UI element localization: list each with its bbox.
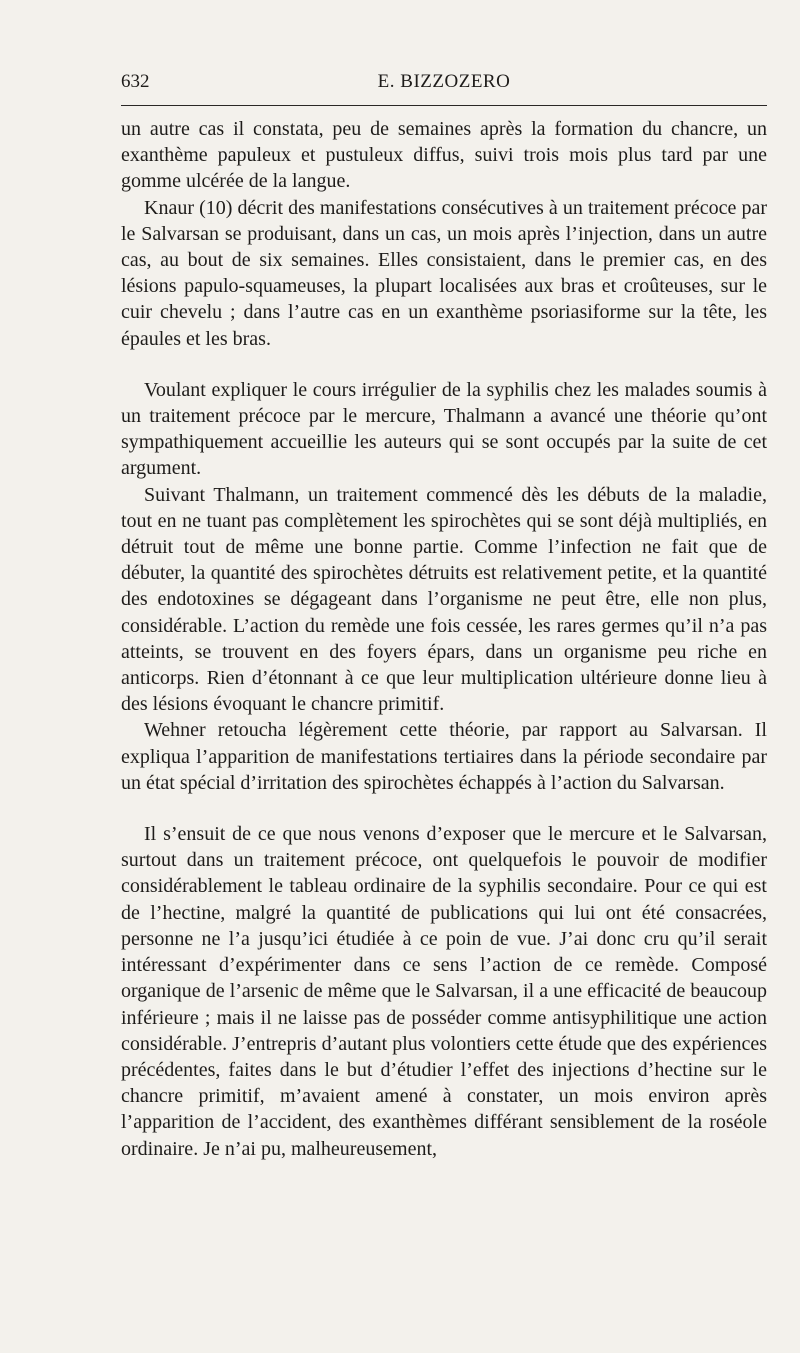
paragraph-knaur: Knaur (10) décrit des manifestations consécutives à un traitement précoce par le Salvarsan se produisant, dans un cas, un mois après l’injection, dans un autre cas, au bout de six semaines. Elles consistaient, dans le premier cas, en des lésions papulo-squameuses, la plupart localisées aux bras et croûteuses, sur le cuir chevelu ; dans l’autre cas en un exanthème psoriasiforme sur la tête, les épaules et les bras. <box>121 196 767 350</box>
running-header <box>121 70 767 94</box>
page-number: 632 <box>121 71 150 92</box>
body-text <box>121 116 767 1162</box>
paragraph-wehner: Wehner retoucha légèrement cette théorie, par rapport au Salvarsan. Il expliqua l’apparition de manifestations tertiaires dans la période secondaire par un état spécial d’irritation des spirochètes échappés à l’action du Salvarsan. <box>121 719 767 794</box>
paragraph-continuation: un autre cas il constata, peu de semaines après la formation du chancre, un exanthème papuleux et pustuleux diffus, suivi trois mois plus tard par une gomme ulcérée de la langue. <box>121 118 767 193</box>
paragraph-hectine: Il s’ensuit de ce que nous venons d’exposer que le mercure et le Salvarsan, surtout dans un traitement précoce, ont quelquefois le pouvoir de modifier considérablement le tableau ordinaire de la syphilis secondaire. Pour ce qui est de l’hectine, malgré la quantité de publications qui lui ont été consacrées, personne ne l’a jusqu’ici étudiée à ce poin de vue. J’ai donc cru qu’il serait intéressant d’expérimenter dans ce sens l’action de ce remède. Composé organique de l’arsenic de même que le Salvarsan, il a une efficacité de beaucoup inférieure ; mais il ne laisse pas de posséder comme antisyphilitique une action considérable. J’entrepris d’autant plus volontiers cette étude que des expériences précédentes, faites dans le but d’étudier l’effet des injections d’hectine sur le chancre primitif, m’avaient amené à constater, un mois environ après l’apparition de l’accident, des exanthèmes différant sensiblement de la roséole ordinaire. Je n’ai pu, malheureusement, <box>121 823 767 1160</box>
paragraph-thalmann-theory: Suivant Thalmann, un traitement commencé dès les débuts de la maladie, tout en ne tuant pas complètement les spirochètes qui se sont déjà multipliés, en détruit tout de même une bonne partie. Comme l’infection ne fait que de débuter, la quantité des spirochètes détruits est relativement petite, et la quantité des endotoxines se dégageant dans l’organisme ne peut être, elle non plus, considérable. L’action du remède une fois cessée, les rares germes qu’il n’a pas atteints, se trouvent en des foyers épars, dans un organisme peu riche en anticorps. Rien d’étonnant à ce que leur multiplication ultérieure donne lieu à des lésions évoquant le chancre primitif. <box>121 483 767 716</box>
paragraph-thalmann-intro: Voulant expliquer le cours irrégulier de la syphilis chez les malades soumis à un traitement précoce par le mercure, Thalmann a avancé une théorie qu’ont sympathiquement accueillie les auteurs qui se sont occupés par la suite de cet argument. <box>121 378 767 480</box>
header-rule <box>121 105 767 106</box>
running-title: E. BIZZOZERO <box>377 71 511 92</box>
